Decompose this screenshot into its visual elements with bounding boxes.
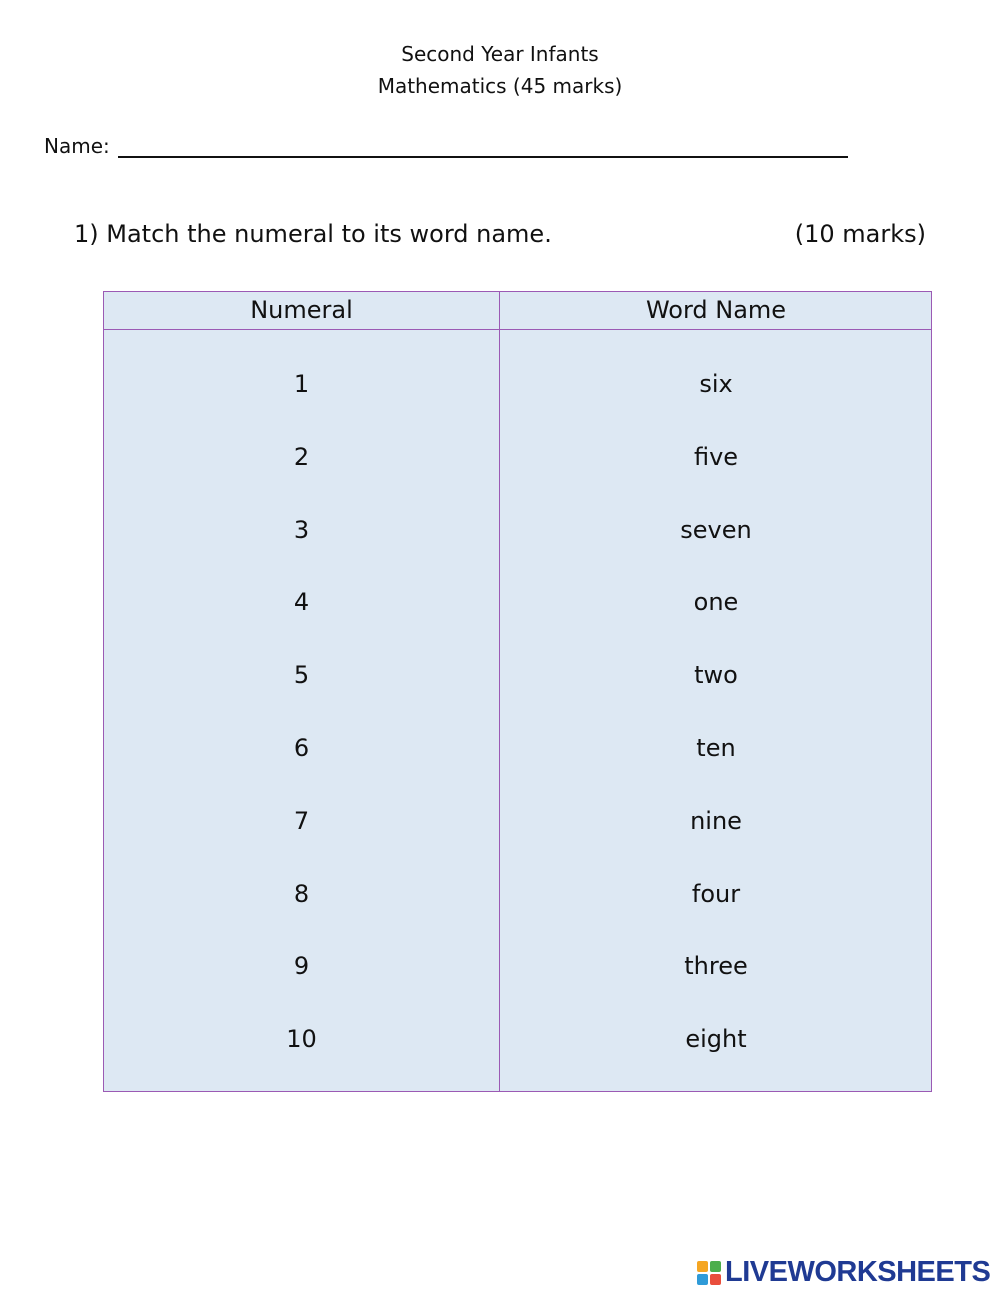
word-name-cell: two xyxy=(694,661,738,689)
logo-square xyxy=(710,1261,721,1272)
numeral-cell: 2 xyxy=(293,443,310,471)
numeral-cell: 1 xyxy=(293,370,310,398)
question-text: 1) Match the numeral to its word name. xyxy=(74,220,552,248)
numeral-cell: 3 xyxy=(293,516,310,544)
numeral-cell: 7 xyxy=(293,807,310,835)
word-name-cell: ten xyxy=(696,734,736,762)
word-name-cell: five xyxy=(693,443,739,471)
logo-text: LIVEWORKSHEETS xyxy=(725,1256,991,1288)
question-1 xyxy=(74,220,926,248)
word-name-cell: one xyxy=(693,588,739,616)
class-title: Second Year Infants xyxy=(401,42,599,66)
logo-square xyxy=(697,1261,708,1272)
liveworksheets-logo xyxy=(697,1256,990,1289)
question-marks: (10 marks) xyxy=(794,220,926,248)
numeral-cell: 6 xyxy=(293,734,310,762)
numeral-cell: 5 xyxy=(293,661,310,689)
name-label: Name: xyxy=(44,134,110,158)
word-name-cell: eight xyxy=(685,1025,747,1053)
word-name-cell: six xyxy=(699,370,733,398)
word-name-cell: three xyxy=(684,952,748,980)
logo-mark-icon xyxy=(697,1261,721,1285)
word-name-cell: nine xyxy=(690,807,742,835)
name-row xyxy=(44,134,848,158)
matching-table xyxy=(103,291,932,1092)
numeral-cell: 4 xyxy=(293,588,310,616)
subject-title: Mathematics (45 marks) xyxy=(377,74,623,98)
word-name-cell: four xyxy=(691,880,741,908)
numeral-cell: 8 xyxy=(293,880,310,908)
logo-square xyxy=(697,1274,708,1285)
word-name-cell: seven xyxy=(680,516,752,544)
header-word-name: Word Name xyxy=(645,296,787,324)
numeral-cell: 10 xyxy=(286,1025,317,1053)
header-divider xyxy=(104,329,931,330)
name-line xyxy=(118,134,848,158)
header-numeral: Numeral xyxy=(250,296,353,324)
numeral-cell: 9 xyxy=(293,952,310,980)
worksheet-header xyxy=(0,38,1000,102)
logo-square xyxy=(710,1274,721,1285)
